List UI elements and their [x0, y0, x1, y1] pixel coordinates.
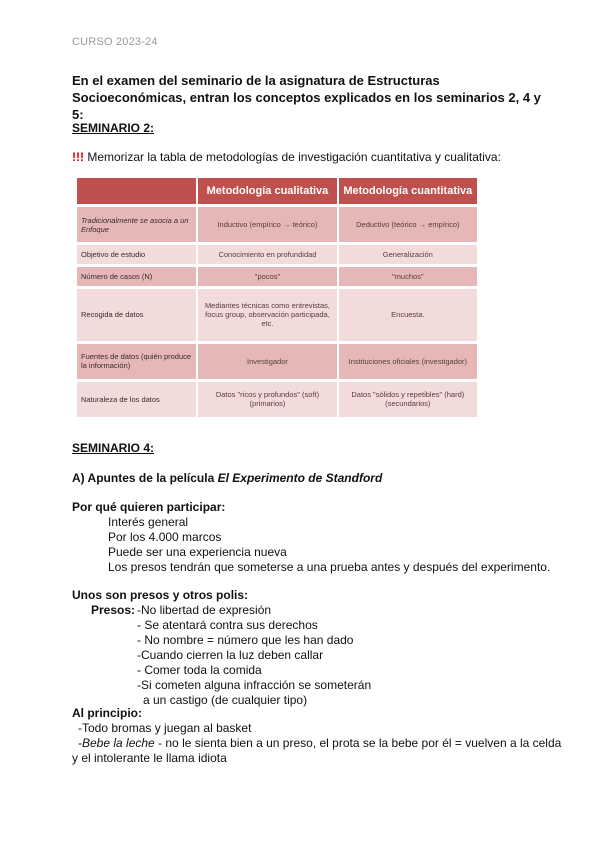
- start-item-rest: - no le sienta bien a un preso, el prota se la bebe por él = vuelven a la celda: [154, 736, 562, 750]
- intro-paragraph: En el examen del seminario de la asignatura de Estructuras Socioeconómicas, entran los conceptos explicados en los seminarios 2, 4 y 5:: [72, 73, 541, 122]
- presos-label: Presos:: [91, 603, 136, 617]
- table-header-qualitative: Metodología cualitativa: [197, 178, 337, 206]
- methodology-table: [77, 178, 479, 420]
- list-item-continuation: y el intolerante le llama idiota: [72, 751, 227, 765]
- table-cell: Datos "ricos y profundos" (soft) (primarios): [197, 380, 337, 418]
- table-header-quantitative: Metodología cuantitativa: [338, 178, 478, 206]
- list-item: Puede ser una experiencia nueva: [108, 545, 287, 559]
- list-item: -Todo bromas y juegan al basket: [78, 721, 252, 735]
- table-cell: Instituciones oficiales (investigador): [338, 342, 478, 380]
- list-item: -Cuando cierren la luz deben callar: [137, 648, 324, 662]
- list-item: [78, 736, 561, 751]
- table-cell: Tradicionalmente se asocia a un Enfoque: [77, 206, 197, 244]
- list-item: a un castigo (de cualquier tipo): [143, 693, 308, 707]
- start-title: Al principio:: [72, 706, 142, 720]
- table-cell: Naturaleza de los datos: [77, 380, 197, 418]
- list-item: -Si cometen alguna infracción se someterán: [137, 678, 372, 692]
- table-row: [77, 380, 478, 418]
- roles-title: Unos son presos y otros polis:: [72, 588, 249, 602]
- table-row: [77, 244, 478, 266]
- seminar-2-instruction: [72, 150, 501, 165]
- table-cell: Inductivo (empírico → teórico): [197, 206, 337, 244]
- seminar-2-title: SEMINARIO 2:: [72, 121, 155, 135]
- table-cell: Fuentes de datos (quién produce la información): [77, 342, 197, 380]
- table-cell: Número de casos (N): [77, 266, 197, 288]
- start-item-italic: -Bebe la leche: [78, 736, 155, 750]
- table-row: [77, 266, 478, 288]
- table-cell: Mediantes técnicas como entrevistas, focus group, observación participada, etc.: [197, 287, 337, 342]
- table-cell: Investigador: [197, 342, 337, 380]
- table-row: [77, 287, 478, 342]
- list-item: Interés general: [108, 515, 189, 529]
- table-cell: Generalización: [338, 244, 478, 266]
- table-header-empty: [77, 178, 197, 206]
- table-cell: Conocimiento en profundidad: [197, 244, 337, 266]
- table-row: [77, 342, 478, 380]
- list-item: - Se atentará contra sus derechos: [137, 618, 318, 632]
- table-cell: Objetivo de estudio: [77, 244, 197, 266]
- list-item: - No nombre = número que les han dado: [137, 633, 354, 647]
- seminar-4-title: SEMINARIO 4:: [72, 441, 155, 455]
- list-item: -No libertad de expresión: [137, 603, 272, 617]
- list-item: Por los 4.000 marcos: [108, 530, 222, 544]
- section-a-heading: [72, 471, 382, 486]
- section-a-film: El Experimento de Standford: [217, 471, 383, 485]
- list-item: - Comer toda la comida: [137, 663, 262, 677]
- instruction-text: Memorizar la tabla de metodologías de investigación cuantitativa y cualitativa:: [87, 150, 501, 164]
- table-cell: "pocos": [197, 266, 337, 288]
- table-cell: Deductivo (teórico → empírico): [338, 206, 478, 244]
- table-cell: Recogida de datos: [77, 287, 197, 342]
- table-cell: Encuesta.: [338, 287, 478, 342]
- table-row: [77, 206, 478, 244]
- section-a-prefix: A) Apuntes de la película: [72, 471, 215, 485]
- why-title: Por qué quieren participar:: [72, 500, 226, 514]
- table-cell: Datos "sólidos y repetibles" (hard) (secundarios): [338, 380, 478, 418]
- table-cell: "muchos": [338, 266, 478, 288]
- alert-marks: !!!: [72, 150, 84, 164]
- list-item: Los presos tendrán que someterse a una prueba antes y después del experimento.: [108, 560, 551, 574]
- document-header: CURSO 2023-24: [72, 36, 158, 48]
